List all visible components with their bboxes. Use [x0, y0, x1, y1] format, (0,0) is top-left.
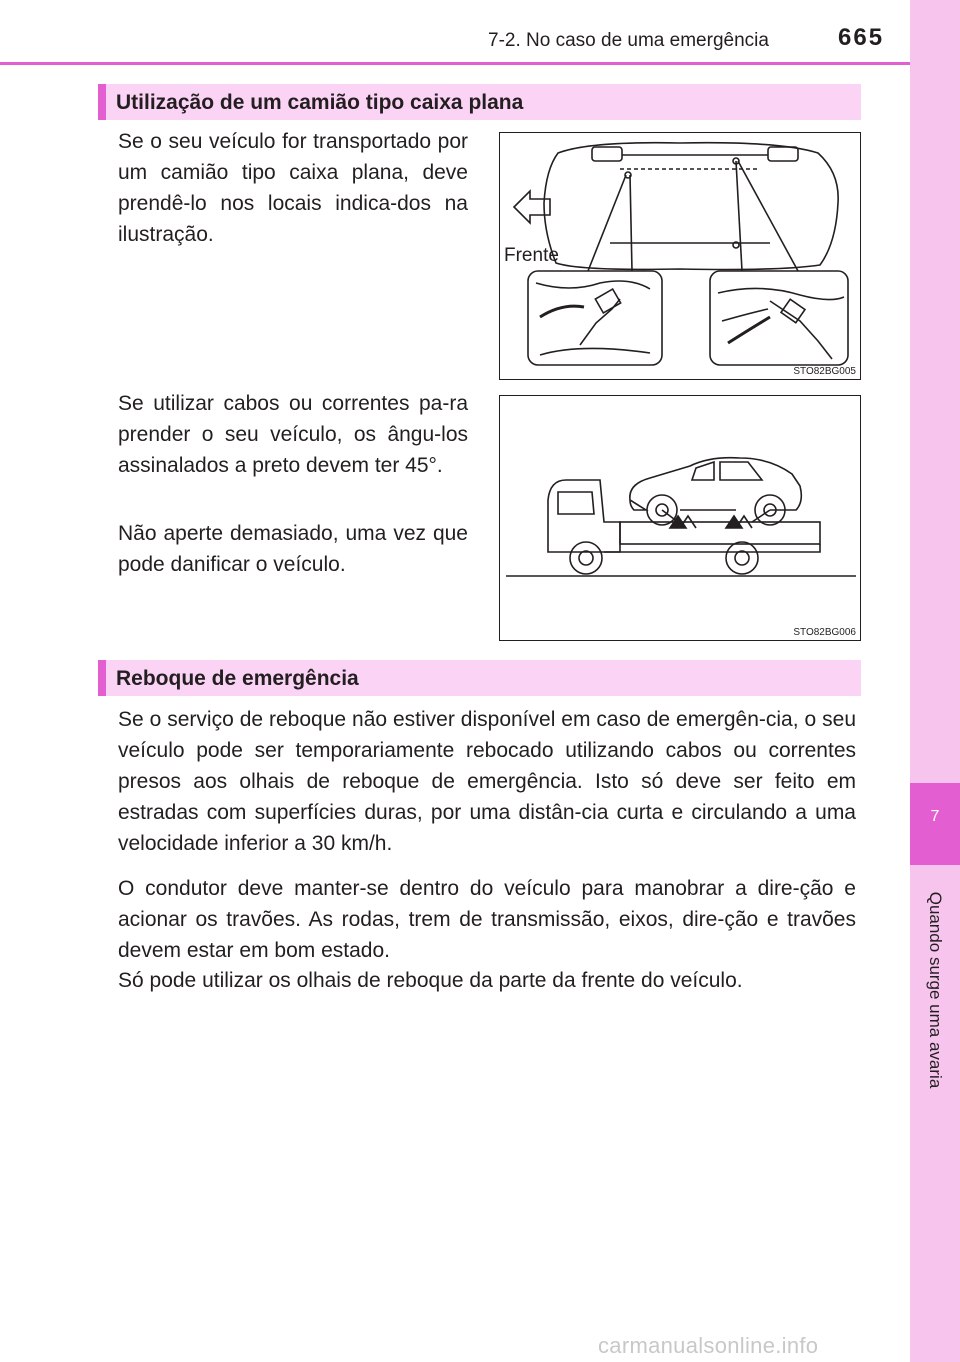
header-divider — [0, 62, 910, 65]
chapter-heading: 7-2. No caso de uma emergência — [488, 30, 769, 51]
chapter-tab-label: Quando surge uma avaria — [926, 891, 945, 1089]
section-heading-flatbed — [98, 84, 861, 120]
figure-code: STO82BG005 — [793, 366, 856, 377]
figure-flatbed-truck — [499, 395, 861, 641]
figure-tiedown-points — [499, 132, 861, 380]
paragraph-cable-angle: Se utilizar cabos ou correntes pa-ra prender o seu veículo, os ângu-los assinalados a preto devem ter 45°. — [118, 392, 468, 477]
watermark: carmanualsonline.info — [598, 1333, 819, 1358]
paragraph-driver-requirements: O condutor deve manter-se dentro do veículo para manobrar a dire-ção e acionar os travões. As rodas, trem de transmissão, eixos, dire-ção e travões devem estar em bom estado. — [118, 877, 856, 962]
truck-illustration — [500, 396, 859, 639]
section-title: Utilização de um camião tipo caixa plana — [116, 91, 524, 114]
figure-label-front: Frente — [504, 245, 559, 266]
section-title: Reboque de emergência — [116, 667, 359, 690]
chapter-side-tab — [910, 0, 960, 1362]
paragraph-towing-conditions: Se o serviço de reboque não estiver disponível em caso de emergên-cia, o seu veículo pode ser temporariamente rebocado utilizando cabos ou correntes presos aos olhais de reboque de emergência. Isto só deve ser feito em estradas com superfícies duras, por uma distân-cia curta e circulando a uma velocidade inferior a 30 km/h. — [118, 708, 856, 855]
page-number: 665 — [838, 24, 885, 51]
section-heading-emergency-towing — [98, 660, 861, 696]
paragraph-overtighten-warning: Não aperte demasiado, uma vez que pode danificar o veículo. — [118, 522, 468, 576]
chapter-tab-number: 7 — [930, 808, 940, 825]
paragraph-front-eyelets: Só pode utilizar os olhais de reboque da parte da frente do veículo. — [118, 969, 743, 992]
figure-code: STO82BG006 — [793, 627, 856, 638]
paragraph-flatbed-intro: Se o seu veículo for transportado por um camião tipo caixa plana, deve prendê-lo nos locais indica-dos na ilustração. — [118, 130, 468, 246]
